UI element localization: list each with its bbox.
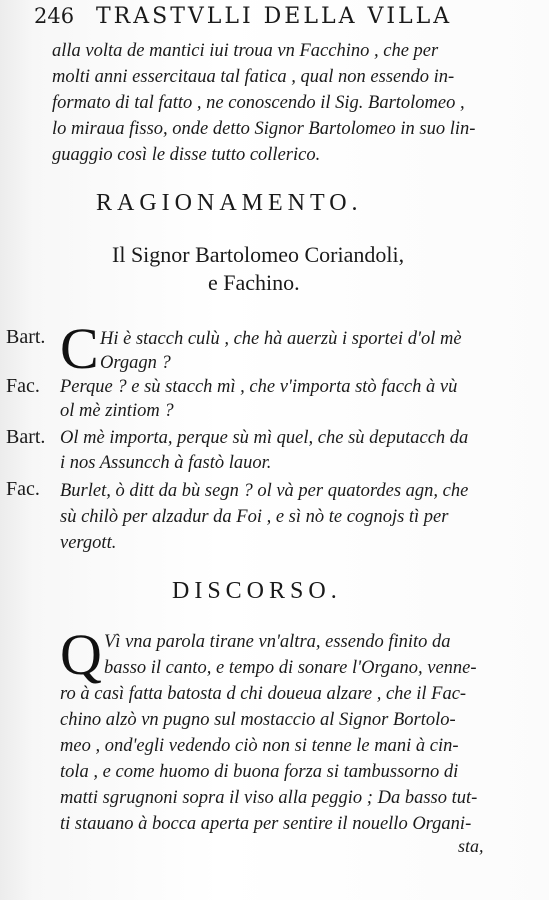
intro-line: formato di tal fatto , ne conoscendo il Sig. Bartolomeo , <box>52 93 465 113</box>
discourse-line: basso il canto, e tempo di sonare l'Organo, venne- <box>104 658 477 678</box>
speaker-label: Bart. <box>6 426 46 448</box>
dialogue-line: Perque ? e sù stacch mì , che v'importa stò facch à vù <box>60 377 458 397</box>
section-heading-discorso: DISCORSO. <box>172 578 342 604</box>
discourse-line: ti stauano à bocca aperta per sentire il nouello Organi- <box>60 814 472 834</box>
discourse-line: chino alzò vn pugno sul mostaccio al Signor Bortolo- <box>60 710 456 730</box>
speaker-label: Fac. <box>6 375 40 397</box>
dialogue-line: Orgagn ? <box>100 353 171 373</box>
dialogue-line: Burlet, ò ditt da bù segn ? ol và per quatordes agn, che <box>60 481 469 501</box>
dialogue-line: ol mè zintiom ? <box>60 401 174 421</box>
discourse-line: ro à casì fatta batosta d chi doueua alzare , che il Fac- <box>60 684 467 704</box>
page-header <box>34 4 499 36</box>
dialogue-line: Hi è stacch culù , che hà auerzù i sportei d'ol mè <box>100 329 462 349</box>
dialogue-subtitle: e Fachino. <box>208 270 300 295</box>
speaker-label: Fac. <box>6 478 40 500</box>
discourse-dropcap: Q <box>60 622 102 687</box>
dialogue-line: Ol mè importa, perque sù mì quel, che sù deputacch da <box>60 428 469 448</box>
catchword: sta, <box>458 836 484 856</box>
dialogue-line: sù chilò per alzadur da Foi , e sì nò te cognojs tì per <box>60 507 449 527</box>
running-title: TRASTVLLI DELLA VILLA <box>96 4 453 29</box>
dialogue-line: vergott. <box>60 533 117 553</box>
discourse-line: Vì vna parola tirane vn'altra, essendo finito da <box>104 632 451 652</box>
page-number: 246 <box>34 4 75 28</box>
dialogue-title: Il Signor Bartolomeo Coriandoli, <box>112 242 405 267</box>
speaker-label: Bart. <box>6 326 46 348</box>
discourse-line: tola , e come huomo di buona forza si tambussorno di <box>60 762 459 782</box>
intro-line: lo miraua fisso, onde detto Signor Bartolomeo in suo lin- <box>52 119 476 139</box>
intro-line: alla volta de mantici iui troua vn Facchino , che per <box>52 41 439 61</box>
dialogue-dropcap: C <box>60 316 99 381</box>
intro-line: molti anni essercitaua tal fatica , qual non essendo in- <box>52 67 455 87</box>
discourse-line: matti sgrugnoni sopra il viso alla peggio ; Da basso tut- <box>60 788 478 808</box>
discourse-line: meo , ond'egli vedendo ciò non si tenne le mani à cin- <box>60 736 459 756</box>
intro-line: guaggio così le disse tutto collerico. <box>52 145 321 165</box>
section-heading-ragionamento: RAGIONAMENTO. <box>96 190 363 216</box>
dialogue-line: i nos Assuncch à fastò lauor. <box>60 453 272 473</box>
